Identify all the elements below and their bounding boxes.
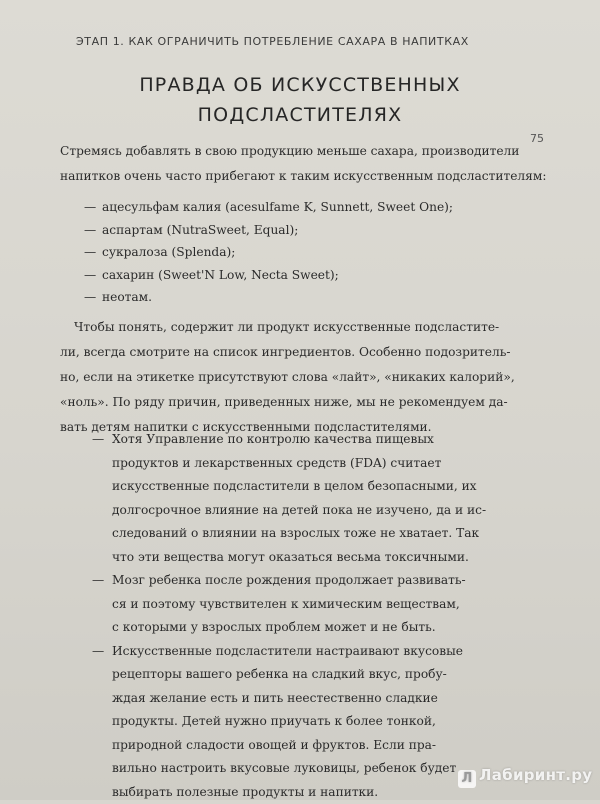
advice-paragraph (60, 315, 515, 440)
list-item (84, 196, 453, 219)
dash-marker: — (92, 640, 104, 664)
advice-line: «ноль». По ряду причин, приведенных ниже, мы не рекомендуем да- (60, 390, 515, 415)
section-title-line-1: ПРАВДА ОБ ИСКУССТВЕННЫХ (90, 70, 510, 100)
list-item-line: Хотя Управление по контролю качества пищевых (112, 428, 486, 452)
list-item (92, 428, 486, 569)
list-item (84, 264, 453, 287)
advice-line: ли, всегда смотрите на список ингредиентов. Особенно подозритель- (60, 340, 515, 365)
section-title-line-2: ПОДСЛАСТИТЕЛЯХ (90, 100, 510, 130)
list-item-line: искусственные подсластители в целом безопасными, их (112, 475, 486, 499)
intro-line: напитков очень часто прибегают к таким искусственным подсластителям: (60, 164, 546, 189)
advice-line: вать детям напитки с искусственными подсластителями. (60, 415, 515, 440)
list-item-line: ся и поэтому чувствителен к химическим веществам, (112, 593, 486, 617)
reasons-list (92, 428, 486, 804)
list-item-line: долгосрочное влияние на детей пока не изучено, да и ис- (112, 499, 486, 523)
list-item-line: продуктов и лекарственных средств (FDA) считает (112, 452, 486, 476)
list-item-line: с которыми у взрослых проблем может и не быть. (112, 616, 486, 640)
watermark-text: Лабиринт.ру (479, 766, 592, 784)
list-item (92, 640, 486, 804)
dash-marker: — (84, 196, 102, 219)
list-item (84, 219, 453, 242)
page-number: 75 (530, 132, 544, 145)
list-item-text: ацесульфам калия (acesulfame K, Sunnett, Sweet One); (102, 200, 453, 214)
list-item-line: следований о влиянии на взрослых тоже не хватает. Так (112, 522, 486, 546)
advice-line: но, если на этикетке присутствуют слова «лайт», «никаких калорий», (60, 365, 515, 390)
dash-marker: — (84, 264, 102, 287)
watermark-mark: Л (458, 770, 476, 788)
section-title (90, 70, 510, 130)
intro-line: Стремясь добавлять в свою продукцию меньше сахара, производители (60, 139, 546, 164)
dash-marker: — (84, 241, 102, 264)
list-item-line: Мозг ребенка после рождения продолжает развивать- (112, 569, 486, 593)
advice-line: Чтобы понять, содержит ли продукт искусственные подсластите- (60, 315, 515, 340)
dash-marker: — (92, 569, 104, 593)
sweeteners-list (84, 196, 453, 309)
watermark-logo (458, 766, 592, 788)
list-item (84, 286, 453, 309)
list-item-line: что эти вещества могут оказаться весьма токсичными. (112, 546, 486, 570)
list-item (84, 241, 453, 264)
list-item-line: рецепторы вашего ребенка на сладкий вкус, пробу- (112, 663, 486, 687)
list-item-text: сахарин (Sweet'N Low, Necta Sweet); (102, 268, 339, 282)
list-item-line: вильно настроить вкусовые луковицы, ребенок будет (112, 757, 486, 781)
list-item-line: продукты. Детей нужно приучать к более тонкой, (112, 710, 486, 734)
list-item-line: Искусственные подсластители настраивают вкусовые (112, 640, 486, 664)
list-item-line: выбирать полезные продукты и напитки. (112, 781, 486, 804)
intro-paragraph (60, 139, 546, 189)
list-item-text: аспартам (NutraSweet, Equal); (102, 223, 298, 237)
list-item-line: ждая желание есть и пить неестественно сладкие (112, 687, 486, 711)
dash-marker: — (92, 428, 104, 452)
list-item-line: природной сладости овощей и фруктов. Если пра- (112, 734, 486, 758)
list-item-text: сукралоза (Splenda); (102, 245, 235, 259)
dash-marker: — (84, 286, 102, 309)
dash-marker: — (84, 219, 102, 242)
list-item-text: неотам. (102, 290, 152, 304)
running-head: ЭТАП 1. КАК ОГРАНИЧИТЬ ПОТРЕБЛЕНИЕ САХАРА В НАПИТКАХ (76, 35, 546, 48)
list-item (92, 569, 486, 640)
